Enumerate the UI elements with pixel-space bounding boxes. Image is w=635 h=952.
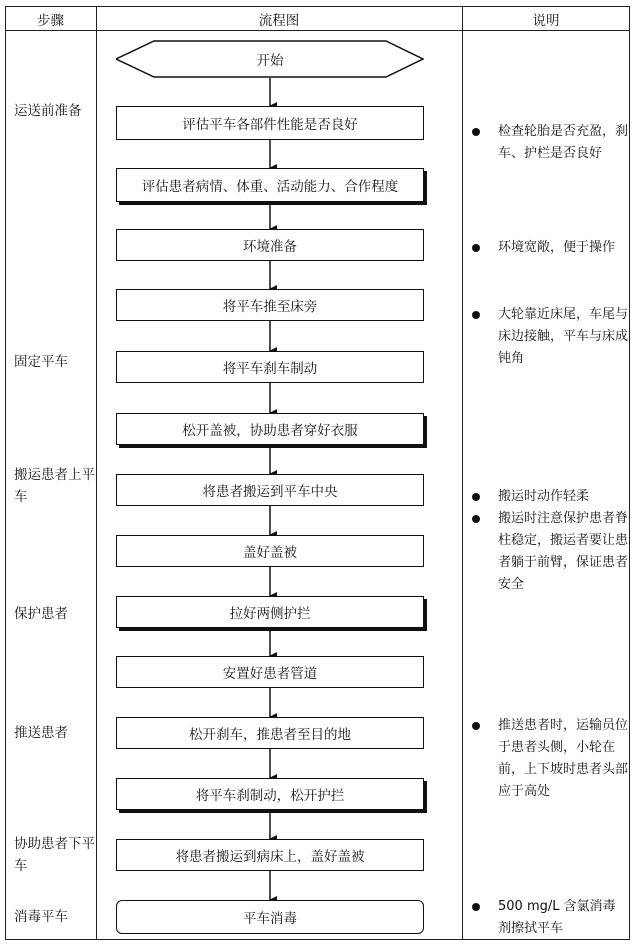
bullet-icon (472, 722, 480, 730)
step-label: 消毒平车 (14, 909, 68, 925)
flow-box: 将平车刹制动，松开护拦 (116, 778, 424, 810)
note-item (470, 304, 628, 370)
flow-box: 将患者搬运到病床上，盖好盖被 (116, 839, 424, 871)
note-item (470, 121, 628, 165)
step-label: 协助患者下平车 (14, 836, 95, 874)
end-box: 平车消毒 (116, 900, 424, 934)
bullet-icon (472, 515, 480, 523)
note-text: 500 mg/L 含氯消毒剂擦拭平车 (498, 899, 616, 936)
note-group (470, 237, 628, 259)
flow-box: 评估平车各部件性能是否良好 (116, 106, 424, 140)
note-item (470, 508, 628, 596)
start-label: 开始 (256, 53, 284, 69)
note-item (470, 896, 628, 940)
step-label: 推送患者 (14, 725, 68, 741)
note-text: 搬运时注意保护患者脊柱稳定，搬运者要让患者躺于前臂，保证患者安全 (498, 511, 629, 592)
header-note: 说明 (532, 13, 560, 29)
note-group (470, 715, 628, 803)
note-text: 大轮靠近床尾，车尾与床边接触，平车与床成钝角 (498, 307, 629, 366)
step-label: 运送前准备 (14, 103, 82, 119)
bullet-icon (472, 493, 480, 501)
bullet-icon (472, 903, 480, 911)
note-item (470, 237, 628, 259)
bullet-icon (472, 244, 480, 252)
header-step: 步骤 (37, 13, 64, 29)
flow-box: 环境准备 (116, 229, 424, 261)
flow-box: 安置好患者管道 (116, 656, 424, 688)
note-group (470, 121, 628, 165)
flow-box: 将平车推至床旁 (116, 289, 424, 321)
start-node (116, 40, 424, 78)
note-group (470, 304, 628, 370)
flow-box: 将平车刹车制动 (116, 351, 424, 383)
step-label: 搬运患者上平车 (14, 467, 95, 505)
header-flow: 流程图 (258, 13, 300, 29)
note-item (470, 486, 628, 508)
step-label: 固定平车 (14, 354, 68, 370)
flow-box: 将患者搬运到平车中央 (116, 474, 424, 506)
bullet-icon (472, 128, 480, 136)
bullet-icon (472, 311, 480, 319)
flow-box: 评估患者病情、体重、活动能力、合作程度 (116, 168, 424, 202)
note-group (470, 486, 628, 596)
note-text: 搬运时动作轻柔 (498, 489, 590, 504)
flow-box: 拉好两侧护拦 (116, 596, 424, 628)
step-label: 保护患者 (14, 606, 68, 622)
flow-box: 松开刹车，推患者至目的地 (116, 717, 424, 749)
note-text: 推送患者时，运输员位于患者头侧，小轮在前，上下坡时患者头部应于高处 (498, 718, 629, 799)
note-text: 环境宽敞，便于操作 (498, 240, 616, 255)
note-item (470, 715, 628, 803)
flow-box: 盖好盖被 (116, 535, 424, 567)
note-group (470, 896, 628, 940)
note-text: 检查轮胎是否充盈，刹车、护栏是否良好 (498, 124, 629, 161)
flow-box: 松开盖被，协助患者穿好衣服 (116, 413, 424, 445)
